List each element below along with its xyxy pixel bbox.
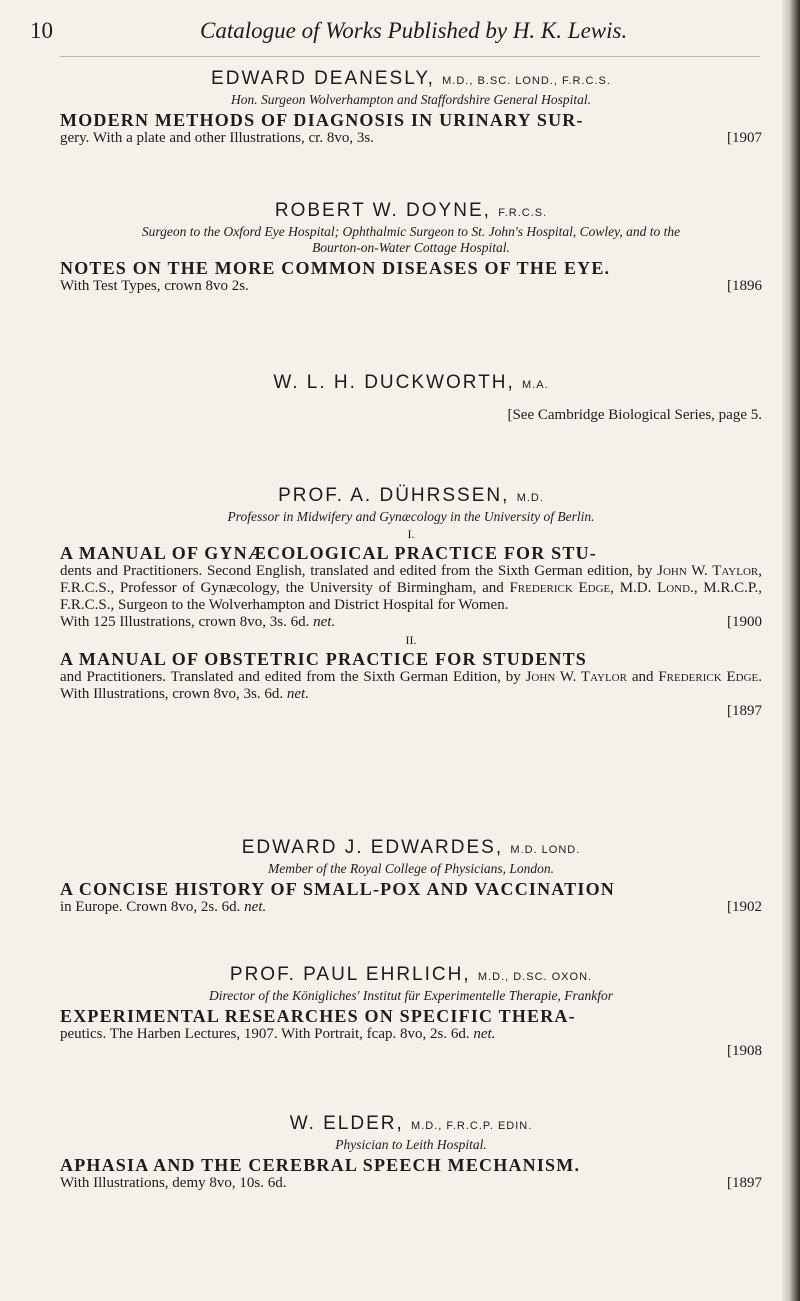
publication-year: [1908 <box>727 1043 762 1059</box>
book-details: gery. With a plate and other Illustrations, cr. 8vo, 3s. [1907 <box>60 130 762 146</box>
author-degrees: M.D., F.R.C.P. EDIN. <box>411 1120 533 1132</box>
entry-duckworth <box>60 372 762 424</box>
work-numeral: I. <box>407 527 415 541</box>
author-degrees: M.D., D.SC. OXON. <box>477 971 593 983</box>
book-details: With Illustrations, demy 8vo, 10s. 6d. [1897 <box>60 1175 762 1191</box>
page-edge-shadow <box>782 0 800 1301</box>
entry-deanesly <box>60 68 762 147</box>
publication-year: [1896 <box>727 278 762 294</box>
entry-duhrssen <box>60 485 762 720</box>
author-degrees: M.D. LOND. <box>510 844 581 856</box>
author-affiliation: Professor in Midwifery and Gynæcology in the University of Berlin. <box>227 509 595 524</box>
book-description: dents and Practitioners. Second English, translated and edited from the Sixth German edition, by John W. Taylor, F.R.C.S., Professor of Gynæcology, the University of Birmingham, and Frederick Edge, M.D. Lond., M.R.C.P., F.R.C.S., Surgeon to the Wolverhampton and District Hospital for Women. <box>60 563 763 613</box>
author-affiliation: Surgeon to the Oxford Eye Hospital; Ophthalmic Surgeon to St. John's Hospital, Cowley, and to the <box>141 224 681 239</box>
author-degrees: M.A. <box>522 379 549 391</box>
book-details: in Europe. Crown 8vo, 2s. 6d. net. [1902 <box>60 899 762 915</box>
book-description: and Practitioners. Translated and edited from the Sixth German Edition, by John W. Taylor and Frederick Edge. With Illustrations, crown 8vo, 3s. 6d. net. <box>60 669 763 702</box>
book-details: peutics. The Harben Lectures, 1907. With Portrait, fcap. 8vo, 2s. 6d. net. <box>60 1026 496 1042</box>
author-degrees: F.R.C.S. <box>498 207 548 219</box>
author-affiliation-cont: Bourton-on-Water Cottage Hospital. <box>312 240 510 255</box>
cross-reference: [See Cambridge Biological Series, page 5. <box>507 407 762 423</box>
book-title: EXPERIMENTAL RESEARCHES ON SPECIFIC THERA- <box>60 1006 576 1026</box>
publication-year: [1902 <box>727 899 762 915</box>
page-number: 10 <box>30 18 53 43</box>
book-title: A MANUAL OF GYNÆCOLOGICAL PRACTICE FOR STU- <box>60 543 597 563</box>
author-degrees: M.D. <box>516 492 544 504</box>
author-name: W. L. H. DUCKWORTH, M.A. <box>273 372 549 393</box>
author-name: PROF. A. DÜHRSSEN, M.D. <box>278 485 544 506</box>
publication-year: [1900 <box>727 614 762 630</box>
author-name: EDWARD DEANESLY, M.D., B.SC. LOND., F.R.C.S. <box>211 68 611 89</box>
book-title: APHASIA AND THE CEREBRAL SPEECH MECHANISM. <box>60 1155 581 1175</box>
author-degrees: M.D., B.SC. LOND., F.R.C.S. <box>442 75 611 87</box>
book-details: With Test Types, crown 8vo 2s. [1896 <box>60 278 762 294</box>
author-affiliation: Physician to Leith Hospital. <box>335 1137 487 1152</box>
author-name: ROBERT W. DOYNE, F.R.C.S. <box>274 200 548 221</box>
book-title: A CONCISE HISTORY OF SMALL-POX AND VACCINATION <box>60 879 615 899</box>
author-name: EDWARD J. EDWARDES, M.D. LOND. <box>241 837 581 858</box>
book-title: MODERN METHODS OF DIAGNOSIS IN URINARY SUR- <box>60 110 584 130</box>
publication-year: [1897 <box>727 1175 762 1191</box>
author-affiliation: Director of the Königliches' Institut für Experimentelle Therapie, Frankfor <box>209 988 613 1003</box>
author-name: PROF. PAUL EHRLICH, M.D., D.SC. OXON. <box>229 964 593 985</box>
author-name: W. ELDER, M.D., F.R.C.P. EDIN. <box>289 1113 533 1134</box>
publication-year: [1897 <box>727 703 762 719</box>
book-title: NOTES ON THE MORE COMMON DISEASES OF THE EYE. <box>60 258 611 278</box>
author-affiliation: Hon. Surgeon Wolverhampton and Staffordshire General Hospital. <box>231 92 591 107</box>
book-title: A MANUAL OF OBSTETRIC PRACTICE FOR STUDENTS <box>60 649 588 669</box>
entry-edwardes <box>60 837 762 916</box>
book-details: With 125 Illustrations, crown 8vo, 3s. 6d. net. [1900 <box>60 614 762 630</box>
work-numeral: II. <box>405 633 417 647</box>
entry-doyne <box>60 200 762 295</box>
entry-ehrlich <box>60 964 762 1060</box>
publication-year: [1907 <box>727 130 762 146</box>
entry-elder <box>60 1113 762 1192</box>
author-affiliation: Member of the Royal College of Physicians, London. <box>267 861 555 876</box>
header-rule <box>60 56 760 57</box>
running-head: Catalogue of Works Published by H. K. Lewis. <box>200 18 628 43</box>
